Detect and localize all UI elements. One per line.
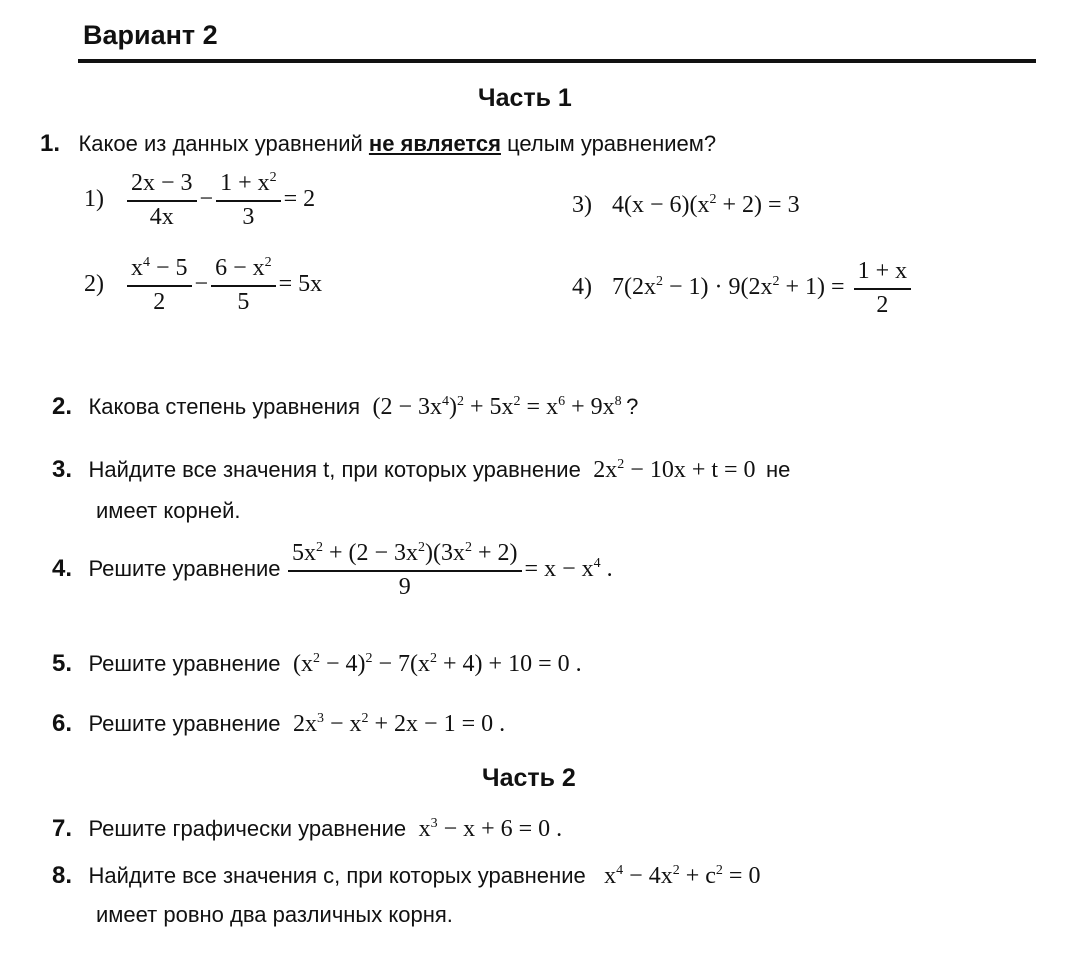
question-7-equation: $x^3 - x + 6 = 0$ . [418,816,563,842]
question-4-equation: $\frac{5x^2 + (2 - 3x^2)(3x^2 + 2)}{9}$ = $x - x^4$ . [285,556,613,582]
question-4 [52,540,613,601]
option-3: 3) $4(x - 6)(x^2 + 2) = 3$ [572,192,800,218]
question-1-emphasis: не является [368,131,501,156]
question-8-equation: $x^4 - 4x^2 + c^2 = 0$ [604,863,761,889]
variant-title: Вариант 2 [83,20,218,50]
part1-title: Часть 1 [478,84,572,112]
question-1-text-after: целым уравнением? [507,131,717,156]
question-8-text: Найдите все значения c, при которых уравнение [88,863,586,888]
question-7-number: 7. [52,815,73,842]
option-3-label: 3) [572,192,592,218]
question-8-number: 8. [52,862,73,889]
question-4-text: Решите уравнение [88,556,281,582]
question-3-number: 3. [52,456,73,483]
question-8 [52,862,760,890]
question-6-text: Решите уравнение [88,711,281,736]
question-1-text-before: Какое из данных уравнений [78,131,363,156]
question-6 [52,710,505,738]
option-1-label: 1) [84,186,104,213]
question-5-number: 5. [52,650,73,677]
option-2-fraction-2: $\frac{6 - x^2}{5}$ [211,255,276,316]
question-2 [52,393,638,421]
question-5-text: Решите уравнение [88,651,281,676]
question-3-text: Найдите все значения t, при которых уравнение [88,457,581,482]
option-1: 1) $\frac{2x - 3}{4x}$ − $\frac{1 + x^2}{3}$ = 2 [84,170,316,230]
option-2: 2) $\frac{x^4 - 5}{2}$ − $\frac{6 - x^2}{5}$ = 5x [84,255,323,315]
question-3-equation: $2x^2 - 10x + t = 0$ [593,457,756,483]
question-1-number: 1. [40,130,61,157]
option-4-fraction: $\frac{1 + x}{2}$ [854,258,912,319]
question-7 [52,815,562,843]
question-7-text: Решите графически уравнение [88,816,407,841]
question-3-line2: имеет корней. [96,498,241,523]
question-3 [52,456,790,484]
question-2-number: 2. [52,393,73,420]
question-5-equation: $(x^2 - 4)^2 - 7(x^2 + 4) + 10 = 0$ . [292,651,582,677]
question-2-end: ? [626,394,639,419]
question-6-equation: $2x^3 - x^2 + 2x - 1 = 0$ . [292,711,506,737]
option-1-fraction-1: $\frac{2x - 3}{4x}$ [127,170,197,231]
option-4: 4) $7(2x^2 - 1) \cdot 9(2x^2 + 1)$ = $\frac{1 + x}{2}$ [572,258,914,319]
option-2-fraction-1: $\frac{x^4 - 5}{2}$ [127,255,192,316]
question-5 [52,650,582,678]
question-2-text: Какова степень уравнения [88,394,360,419]
question-2-equation: $(2 - 3x^4)^2 + 5x^2 = x^6 + 9x^8$ [372,394,622,420]
question-4-number: 4. [52,555,73,583]
option-4-label: 4) [572,274,592,301]
question-1-text [78,131,716,156]
question-6-number: 6. [52,710,73,737]
part2-title: Часть 2 [482,764,576,792]
option-2-label: 2) [84,271,104,298]
question-8-line2: имеет ровно два различных корня. [96,902,453,927]
header-rule [78,59,1036,63]
option-1-fraction-2: $\frac{1 + x^2}{3}$ [216,170,281,231]
question-1 [40,130,716,158]
question-3-tail: не [766,457,791,482]
